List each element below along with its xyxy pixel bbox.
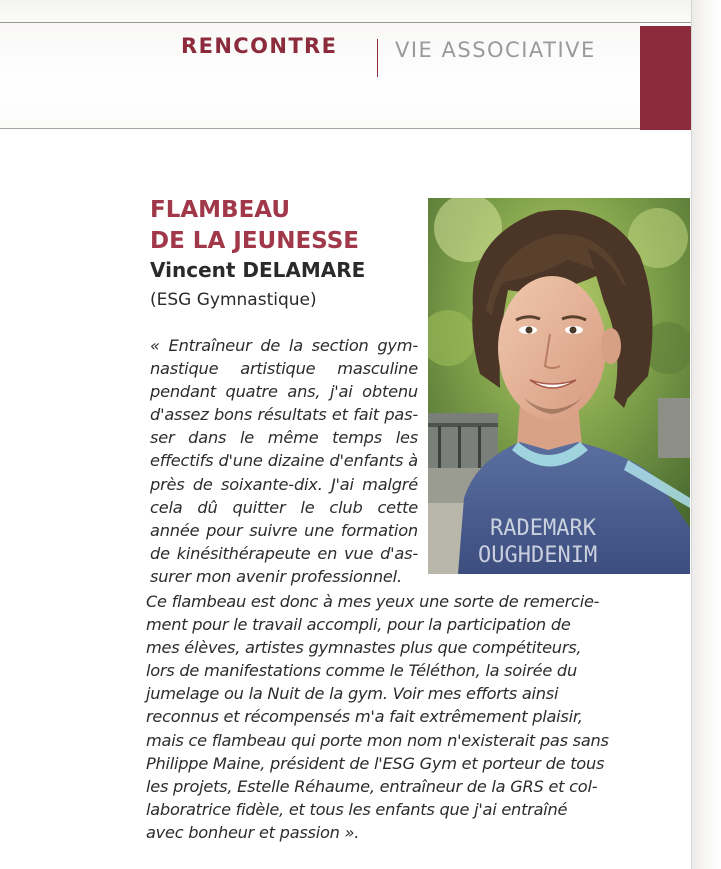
- body-line: pendant quatre ans, j'ai obtenu: [150, 382, 418, 402]
- body-line: nastique artistique masculine: [150, 359, 418, 379]
- headline-line-1: FLAMBEAU: [150, 197, 291, 223]
- body-line: laboratrice fidèle, et tous les enfants que j'ai entraîné: [146, 799, 568, 819]
- page-edge: [691, 0, 721, 869]
- body-line: ser dans le même temps les: [150, 428, 418, 448]
- article-body-narrow: [150, 334, 418, 588]
- body-line: cela dû quitter le club cette: [150, 497, 418, 517]
- article-headline: [150, 195, 359, 257]
- section-title: RENCONTRE: [181, 34, 338, 58]
- body-line: Ce flambeau est donc à mes yeux une sorte de remercie-: [146, 592, 600, 611]
- body-line: les projets, Estelle Réhaume, entraîneur de la GRS et col-: [146, 776, 598, 796]
- body-line: année pour suivre une formation: [150, 520, 418, 540]
- body-line: « Entraîneur de la section gym-: [150, 336, 418, 355]
- section-subtitle: VIE ASSOCIATIVE: [395, 38, 596, 62]
- article-body-wide: [146, 590, 616, 844]
- body-line: reconnus et récompensés m'a fait extrêmement plaisir,: [146, 707, 583, 727]
- body-line: effectifs d'une dizaine d'enfants à: [150, 451, 418, 471]
- header-rule-top: [0, 22, 692, 23]
- club-name: (ESG Gymnastique): [150, 290, 317, 310]
- body-line: de kinésithérapeute en vue d'as-: [150, 543, 418, 563]
- body-line: Philippe Maine, président de l'ESG Gym et porteur de tous: [146, 753, 605, 773]
- body-line: près de soixante-dix. J'ai malgré: [150, 474, 418, 494]
- body-line: ment pour le travail accompli, pour la participation de: [146, 615, 571, 635]
- body-line: lors de manifestations comme le Téléthon, la soirée du: [146, 661, 577, 681]
- body-line: surer mon avenir professionnel.: [150, 566, 402, 586]
- body-line: d'assez bons résultats et fait pas-: [150, 405, 418, 425]
- body-line: mais ce flambeau qui porte mon nom n'existerait pas sans: [146, 730, 609, 750]
- shirt-print-line-1: RADEMARK: [490, 516, 596, 541]
- body-line: avec bonheur et passion ».: [146, 822, 360, 842]
- person-name: Vincent DELAMARE: [150, 258, 366, 282]
- headline-line-2: DE LA JEUNESSE: [150, 228, 359, 254]
- body-line: mes élèves, artistes gymnastes plus que compétiteurs,: [146, 638, 582, 658]
- portrait-photo: [428, 198, 690, 574]
- body-line: jumelage ou la Nuit de la gym. Voir mes efforts ainsi: [146, 684, 559, 704]
- shirt-print-line-2: OUGHDENIM: [478, 543, 598, 568]
- section-separator: [377, 39, 378, 77]
- header-accent-block: [640, 26, 692, 130]
- header-rule-bottom: [0, 128, 692, 129]
- page-top-strip: [0, 0, 692, 22]
